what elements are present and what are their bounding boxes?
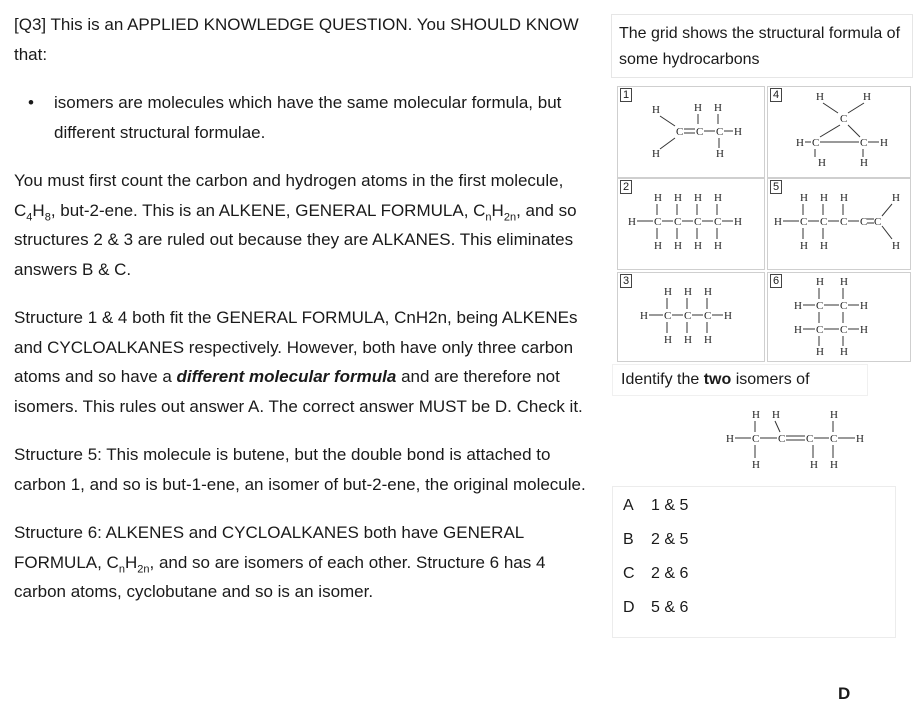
structure-3-diagram	[618, 273, 764, 361]
atom-c: C	[874, 216, 882, 228]
structure-1-diagram	[618, 87, 764, 177]
atom-h: H	[863, 91, 871, 103]
atom-h: H	[664, 334, 672, 346]
bond-line	[823, 103, 838, 113]
bond-line	[882, 204, 892, 216]
atom-h: H	[860, 157, 868, 169]
option-c[interactable]	[623, 565, 688, 583]
atom-c: C	[752, 433, 760, 445]
identify-heading: Identify the two isomers of	[612, 364, 868, 396]
atom-c: C	[840, 113, 848, 125]
option-letter: C	[623, 565, 635, 582]
atom-h: H	[830, 459, 838, 471]
atom-h: H	[794, 324, 802, 336]
atom-h: H	[772, 409, 780, 421]
atom-c: C	[704, 310, 712, 322]
atom-h: H	[856, 433, 864, 445]
atom-h: H	[892, 192, 900, 204]
atom-h: H	[820, 240, 828, 252]
atom-h: H	[640, 310, 648, 322]
atom-h: H	[674, 192, 682, 204]
atom-c: C	[674, 216, 682, 228]
atom-h: H	[840, 192, 848, 204]
atom-h: H	[796, 137, 804, 149]
atom-h: H	[734, 216, 742, 228]
atom-h: H	[654, 192, 662, 204]
atom-h: H	[892, 240, 900, 252]
bullet-dot: •	[28, 93, 34, 112]
atom-h: H	[684, 286, 692, 298]
atom-c: C	[806, 433, 814, 445]
atom-h: H	[794, 300, 802, 312]
atom-h: H	[840, 276, 848, 288]
structure-cell-4	[767, 86, 911, 178]
structure-4-diagram	[768, 87, 910, 177]
atom-h: H	[694, 240, 702, 252]
atom-h: H	[810, 459, 818, 471]
atom-c: C	[716, 126, 724, 138]
atom-h: H	[716, 148, 724, 160]
paragraph-structure-5: Structure 5: This molecule is butene, but the double bond is attached to carbon 1, and so is but-1-ene, an isomer of but-2-ene, the original molecule.	[14, 445, 586, 494]
structure-label-5: 5	[770, 180, 782, 194]
option-letter: B	[623, 531, 634, 548]
atom-h: H	[860, 324, 868, 336]
atom-h: H	[704, 334, 712, 346]
atom-c: C	[684, 310, 692, 322]
atom-h: H	[714, 192, 722, 204]
atom-h: H	[684, 334, 692, 346]
atom-c: C	[830, 433, 838, 445]
structure-label-1: 1	[620, 88, 632, 102]
atom-c: C	[820, 216, 828, 228]
correct-answer: D	[838, 684, 851, 703]
atom-h: H	[694, 192, 702, 204]
structure-cell-2	[617, 178, 765, 270]
atom-h: H	[628, 216, 636, 228]
atom-c: C	[696, 126, 704, 138]
bullet-item	[14, 88, 599, 147]
atom-h: H	[652, 148, 660, 160]
atom-h: H	[816, 91, 824, 103]
option-letter: D	[623, 599, 635, 616]
atom-c: C	[816, 324, 824, 336]
structure-cell-3	[617, 272, 765, 362]
atom-h: H	[654, 240, 662, 252]
atom-h: H	[694, 102, 702, 114]
atom-c: C	[860, 137, 868, 149]
atom-h: H	[726, 433, 734, 445]
option-text: 1 & 5	[651, 497, 689, 514]
bond-line	[882, 226, 892, 239]
atom-h: H	[860, 300, 868, 312]
atom-c: C	[840, 324, 848, 336]
atom-h: H	[816, 276, 824, 288]
bond-line	[660, 116, 675, 126]
answer-options	[612, 486, 896, 638]
atom-h: H	[752, 459, 760, 471]
atom-c: C	[816, 300, 824, 312]
atom-c: C	[654, 216, 662, 228]
option-d[interactable]	[623, 599, 688, 617]
atom-h: H	[820, 192, 828, 204]
atom-h: H	[704, 286, 712, 298]
atom-h: H	[800, 192, 808, 204]
atom-c: C	[840, 216, 848, 228]
option-b[interactable]	[623, 531, 688, 549]
option-text: 2 & 6	[651, 565, 689, 582]
option-a[interactable]	[623, 497, 688, 515]
atom-h: H	[734, 126, 742, 138]
atom-h: H	[816, 346, 824, 358]
atom-c: C	[664, 310, 672, 322]
structure-label-6: 6	[770, 274, 782, 288]
atom-h: H	[714, 102, 722, 114]
structure-cell-5	[767, 178, 911, 270]
bond-line	[660, 138, 675, 149]
atom-c: C	[800, 216, 808, 228]
atom-c: C	[840, 300, 848, 312]
atom-c: C	[860, 216, 868, 228]
atom-h: H	[674, 240, 682, 252]
structure-label-3: 3	[620, 274, 632, 288]
atom-h: H	[774, 216, 782, 228]
paragraph-structures-1-4: Structure 1 & 4 both fit the GENERAL FORMULA, CnH2n, being ALKENEs and CYCLOALKANES respectively. However, both have only three carbon atoms and so have a different molecular formula and are therefore not isomers. This rules out answer A. The correct answer MUST be D. Check it.	[14, 308, 583, 416]
option-text: 5 & 6	[651, 599, 689, 616]
atom-c: C	[778, 433, 786, 445]
structure-label-4: 4	[770, 88, 782, 102]
atom-h: H	[664, 286, 672, 298]
structure-cell-1	[617, 86, 765, 178]
structure-2-diagram	[618, 179, 764, 269]
atom-h: H	[840, 346, 848, 358]
atom-c: C	[714, 216, 722, 228]
structure-cell-6	[767, 272, 911, 362]
atom-h: H	[830, 409, 838, 421]
bond-line	[848, 125, 860, 137]
bullet-text: isomers are molecules which have the same molecular formula, but different structural formulae.	[54, 93, 562, 142]
bond-line	[848, 103, 864, 113]
atom-h: H	[652, 104, 660, 116]
atom-h: H	[818, 157, 826, 169]
atom-h: H	[800, 240, 808, 252]
atom-h: H	[880, 137, 888, 149]
option-text: 2 & 5	[651, 531, 689, 548]
explanation-text	[14, 10, 599, 607]
bond-line	[820, 125, 840, 137]
paragraph-structure-6: Structure 6: ALKENES and CYCLOALKANES both have GENERAL FORMULA, $C_nH_{2n}$, and so are isomers of each other. Structure 6 has 4 carbon atoms, cyclobutane and so is an isomer.	[14, 523, 546, 601]
atom-h: H	[724, 310, 732, 322]
bond-line	[775, 421, 780, 432]
option-letter: A	[623, 497, 634, 514]
paragraph-count-atoms: You must first count the carbon and hydrogen atoms in the first molecule, $C_4H_8$, but-2-ene. This is an ALKENE, GENERAL FORMULA, $C_nH_{2n}$, and so structures 2 & 3 are ruled out because they are ALKANES. This eliminates answers B & C.	[14, 171, 577, 279]
atom-c: C	[694, 216, 702, 228]
structure-label-2: 2	[620, 180, 632, 194]
atom-c: C	[676, 126, 684, 138]
structure-6-diagram	[768, 273, 910, 361]
atom-h: H	[752, 409, 760, 421]
question-intro: [Q3] This is an APPLIED KNOWLEDGE QUESTION. You SHOULD KNOW that:	[14, 15, 579, 64]
target-molecule-but-2-ene	[720, 404, 880, 478]
structure-5-diagram	[768, 179, 910, 269]
atom-h: H	[714, 240, 722, 252]
grid-header: The grid shows the structural formula of some hydrocarbons	[611, 14, 913, 78]
atom-c: C	[812, 137, 820, 149]
